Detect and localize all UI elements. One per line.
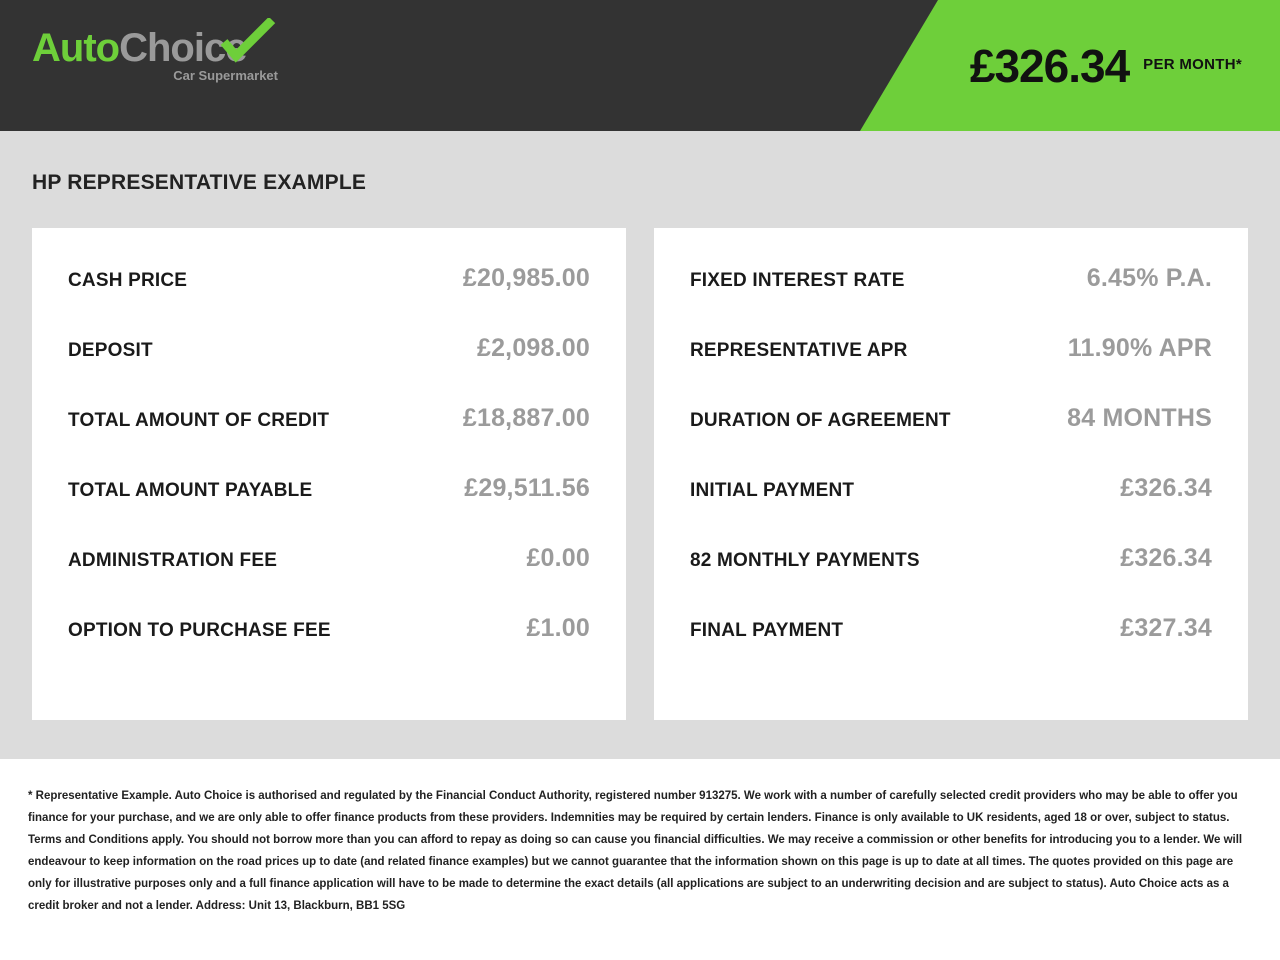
row-value: £29,511.56 [464,474,590,502]
table-row [68,544,590,614]
table-row [690,264,1212,334]
row-label: ADMINISTRATION FEE [68,550,278,571]
row-value: 11.90% APR [1067,334,1212,362]
table-row [690,614,1212,684]
table-row [68,334,590,404]
monthly-price-label: PER MONTH* [1143,56,1242,73]
monthly-price-value: £326.34 [969,39,1130,92]
row-value: 6.45% P.A. [1086,264,1212,292]
row-label: TOTAL AMOUNT PAYABLE [68,480,313,501]
row-label: INITIAL PAYMENT [690,480,855,501]
row-label: CASH PRICE [68,270,188,291]
row-label: OPTION TO PURCHASE FEE [68,620,331,641]
table-row [690,544,1212,614]
finance-example-section [0,131,1280,759]
table-row [690,334,1212,404]
finance-panel-left [32,228,626,720]
row-value: £18,887.00 [462,404,590,432]
row-value: 84 MONTHS [1067,404,1212,432]
page-header [0,0,1280,131]
logo-tagline: Car Supermarket [173,68,278,83]
row-value: £0.00 [526,544,590,572]
row-value: £326.34 [1120,544,1212,572]
row-label: 82 MONTHLY PAYMENTS [690,550,920,571]
row-label: FINAL PAYMENT [690,620,844,641]
check-tick-icon [218,18,278,64]
disclaimer-text: * Representative Example. Auto Choice is authorised and regulated by the Financial Conduct Authority, registered number 913275. We work with a number of carefully selected credit providers who may be able to offer you finance for your purchase, and we are only able to offer finance products from these providers. Indemnities may be required by certain lenders. Finance is only available to UK residents, aged 18 or over, subject to status. Terms and Conditions apply. You should not borrow more than you can afford to repay as doing so can cause you financial difficulties. We may receive a commission or other benefits for introducing you to a lender. We will endeavour to keep information on the road prices up to date (and related finance examples) but we cannot guarantee that the information shown on this page is up to date at all times. The quotes provided on this page are only for illustrative purposes only and a full finance application will have to be made to determine the exact details (all applications are subject to an underwriting decision and are subject to status). Auto Choice acts as a credit broker and not a lender. Address: Unit 13, Blackburn, BB1 5SG [28,790,1243,912]
page-footer [0,759,1280,960]
row-value: £2,098.00 [476,334,590,362]
table-row [68,474,590,544]
table-row [690,474,1212,544]
logo-word-choice: Choice [119,26,247,70]
table-row [68,404,590,474]
row-label: TOTAL AMOUNT OF CREDIT [68,410,330,431]
table-row [690,404,1212,474]
table-row [68,614,590,684]
row-label: FIXED INTEREST RATE [690,270,905,291]
row-label: DEPOSIT [68,340,153,361]
row-value: £20,985.00 [462,264,590,292]
brand-logo[interactable] [32,26,332,106]
page-title: HP REPRESENTATIVE EXAMPLE [32,171,367,194]
monthly-price-block [970,0,1242,131]
row-label: DURATION OF AGREEMENT [690,410,951,431]
finance-panels [32,228,1248,720]
logo-wordmark [32,26,332,70]
finance-panel-right [654,228,1248,720]
row-value: £326.34 [1120,474,1212,502]
logo-word-auto: Auto [32,26,120,70]
row-label: REPRESENTATIVE APR [690,340,908,361]
row-value: £1.00 [526,614,590,642]
table-row [68,264,590,334]
row-value: £327.34 [1120,614,1212,642]
